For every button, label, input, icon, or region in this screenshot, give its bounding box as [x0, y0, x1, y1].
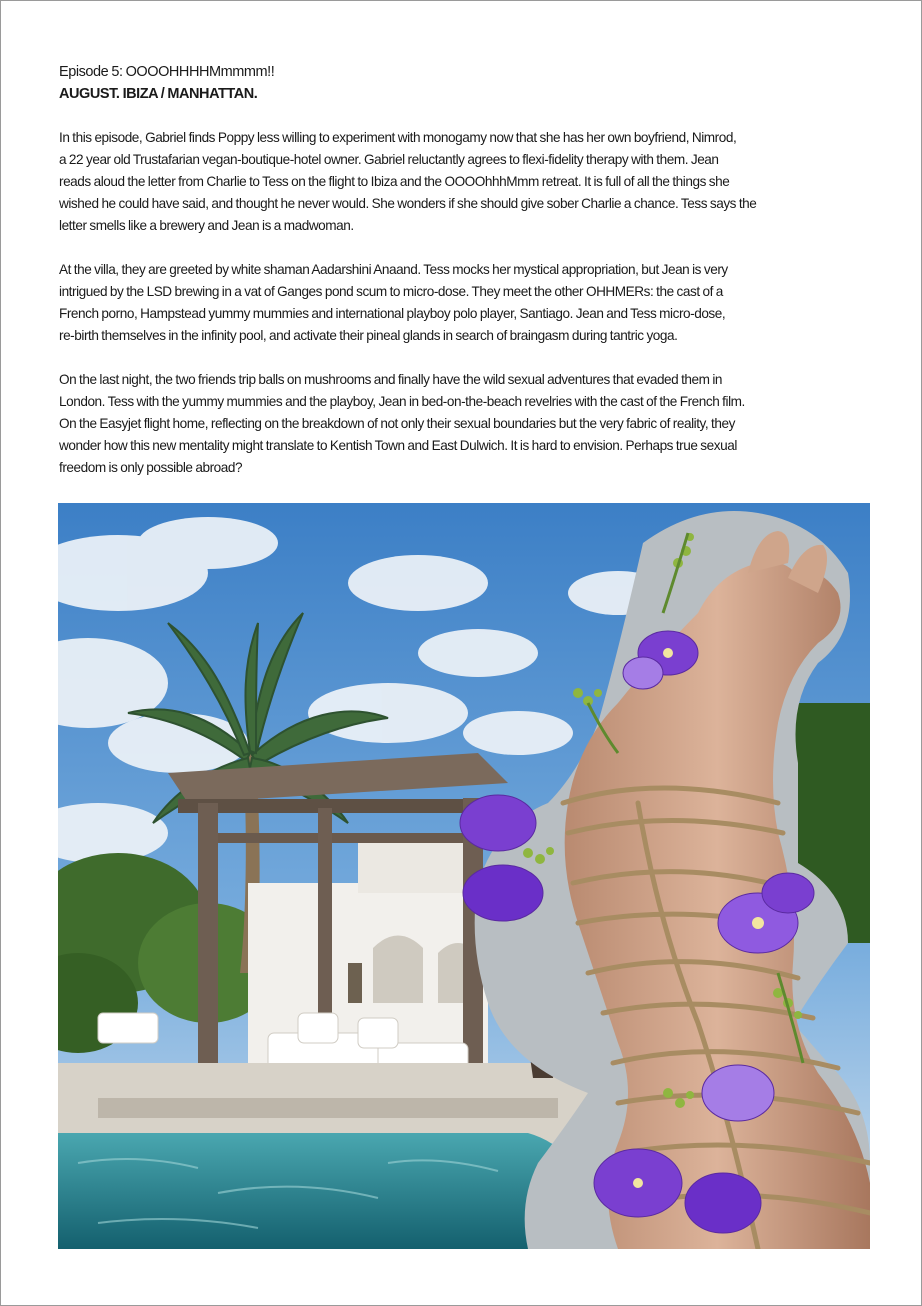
paragraph-2	[59, 259, 869, 347]
text-line: London. Tess with the yummy mummies and the playboy, Jean in bed-on-the-beach revelries with the cast of the French film.	[59, 394, 745, 409]
episode-text	[59, 61, 869, 479]
text-line: At the villa, they are greeted by white shaman Aadarshini Anaand. Tess mocks her mystical appropriation, but Jean is very	[59, 262, 728, 277]
text-line: a 22 year old Trustafarian vegan-boutique-hotel owner. Gabriel reluctantly agrees to flexi-fidelity therapy with them. Jean	[59, 152, 719, 167]
text-line: intrigued by the LSD brewing in a vat of Ganges pond scum to micro-dose. They meet the other OHHMERs: the cast of a	[59, 284, 723, 299]
text-line: re-birth themselves in the infinity pool, and activate their pineal glands in search of braingasm during tantric yoga.	[59, 328, 678, 343]
text-line: letter smells like a brewery and Jean is a madwoman.	[59, 218, 354, 233]
text-line: On the last night, the two friends trip balls on mushrooms and finally have the wild sexual adventures that evaded them in	[59, 372, 723, 387]
text-line: In this episode, Gabriel finds Poppy less willing to experiment with monogamy now that she has her own boyfriend, Nimrod,	[59, 130, 737, 145]
text-line: reads aloud the letter from Charlie to Tess on the flight to Ibiza and the OOOOhhhMmm retreat. It is full of all the things she	[59, 174, 730, 189]
text-line: freedom is only possible abroad?	[59, 460, 243, 475]
text-line: French porno, Hampstead yummy mummies and international playboy polo player, Santiago. Jean and Tess micro-dose,	[59, 306, 726, 321]
text-line: On the Easyjet flight home, reflecting on the breakdown of not only their sexual boundaries but the very fabric of reality, they	[59, 416, 735, 431]
episode-subtitle: AUGUST. IBIZA / MANHATTAN.	[59, 86, 258, 102]
paragraph-3	[59, 369, 869, 479]
text-line: wished he could have said, and thought he never would. She wonders if she should give sober Charlie a chance. Tess says the	[59, 196, 757, 211]
pool-water	[58, 1133, 582, 1249]
text-line: wonder how this new mentality might translate to Kentish Town and East Dulwich. It is hard to envision. Perhaps true sexual	[59, 438, 737, 453]
paragraph-1	[59, 127, 869, 237]
episode-title: Episode 5: OOOOHHHHMmmmm!!	[59, 64, 275, 80]
collage-image	[58, 503, 870, 1249]
collage-illustration	[58, 503, 870, 1249]
